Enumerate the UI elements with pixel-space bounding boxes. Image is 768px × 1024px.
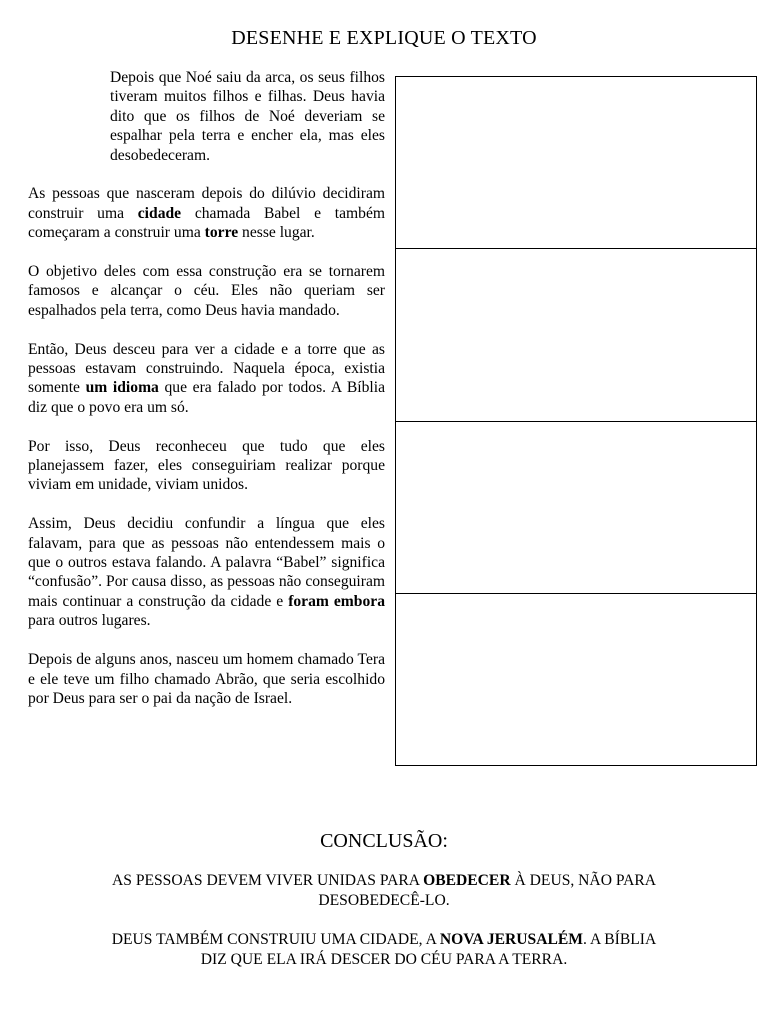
text-run: chamada Babel e também começaram a construir uma [28,204,385,242]
paragraph-3 [28,262,385,320]
conclusion-title: CONCLUSÃO: [320,830,448,852]
paragraph-1 [110,68,385,165]
text-run: Por isso, Deus reconheceu que tudo que eles planejassem fazer, eles conseguiriam realizar porque viviam em unidade, viviam unidos. [28,437,385,494]
paragraph-4 [28,340,385,418]
drawing-box[interactable] [396,77,756,249]
text-run: para outros lugares. [28,612,151,630]
bold-text: torre [204,224,239,242]
paragraph-2 [28,184,385,242]
text-run: . A BÍBLIA DIZ QUE ELA IRÁ DESCER DO CÉU PARA A TERRA. [200,931,657,968]
text-run: Depois de alguns anos, nasceu um homem chamado Tera e ele teve um filho chamado Abrão, que seria escolhido por Deus para ser o pai da nação de Israel. [28,651,385,707]
bold-text: cidade [137,204,182,222]
text-run: que era falado por todos. A Bíblia diz que o povo era um só. [28,379,386,416]
paragraph-5 [28,437,385,495]
text-run: Então, Deus desceu para ver a cidade e a torre que as pessoas estavam construindo. Naquela época, existia somente [28,340,385,397]
paragraph-7 [28,650,385,708]
bold-text: foram embora [288,592,385,610]
text-run: nesse lugar. [238,224,315,242]
drawing-box[interactable] [396,249,756,421]
text-run: Depois que Noé saiu da arca, os seus filhos tiveram muitos filhos e filhas. Deus havia dito que os filhos de Noé deveriam se espalhar pela terra e encher ela, mas eles desobedeceram. [110,69,385,164]
text-run: Assim, Deus decidiu confundir a língua que eles falavam, para que as pessoas não entendessem mais o que o outros estava falando. A palavra “Babel” significa “confusão”. Por causa disso, as pessoas não conseguiram mais continuar a construção da cidade e [28,515,385,610]
drawing-area [395,76,757,766]
drawing-box[interactable] [396,422,756,594]
story-text [28,68,385,728]
text-run: As pessoas que nasceram depois do dilúvio decidiram construir uma [28,185,385,222]
text-run: AS PESSOAS DEVEM VIVER UNIDAS PARA [111,872,424,889]
bold-text: NOVA JERUSALÉM [439,931,584,948]
text-run: O objetivo deles com essa construção era se tornarem famosos e alcançar o céu. Eles não queriam ser espalhados pela terra, como Deus havia mandado. [28,263,385,319]
paragraph-6 [28,514,385,630]
drawing-box[interactable] [396,594,756,765]
text-run: DEUS TAMBÉM CONSTRUIU UMA CIDADE, A [111,931,440,948]
conclusion-line-1 [100,871,668,911]
page-title: DESENHE E EXPLIQUE O TEXTO [231,27,537,49]
bold-text: um idioma [85,379,159,397]
bold-text: OBEDECER [423,872,511,889]
text-run: À DEUS, NÃO PARA DESOBEDECÊ-LO. [318,872,657,909]
conclusion-line-2 [100,930,668,970]
